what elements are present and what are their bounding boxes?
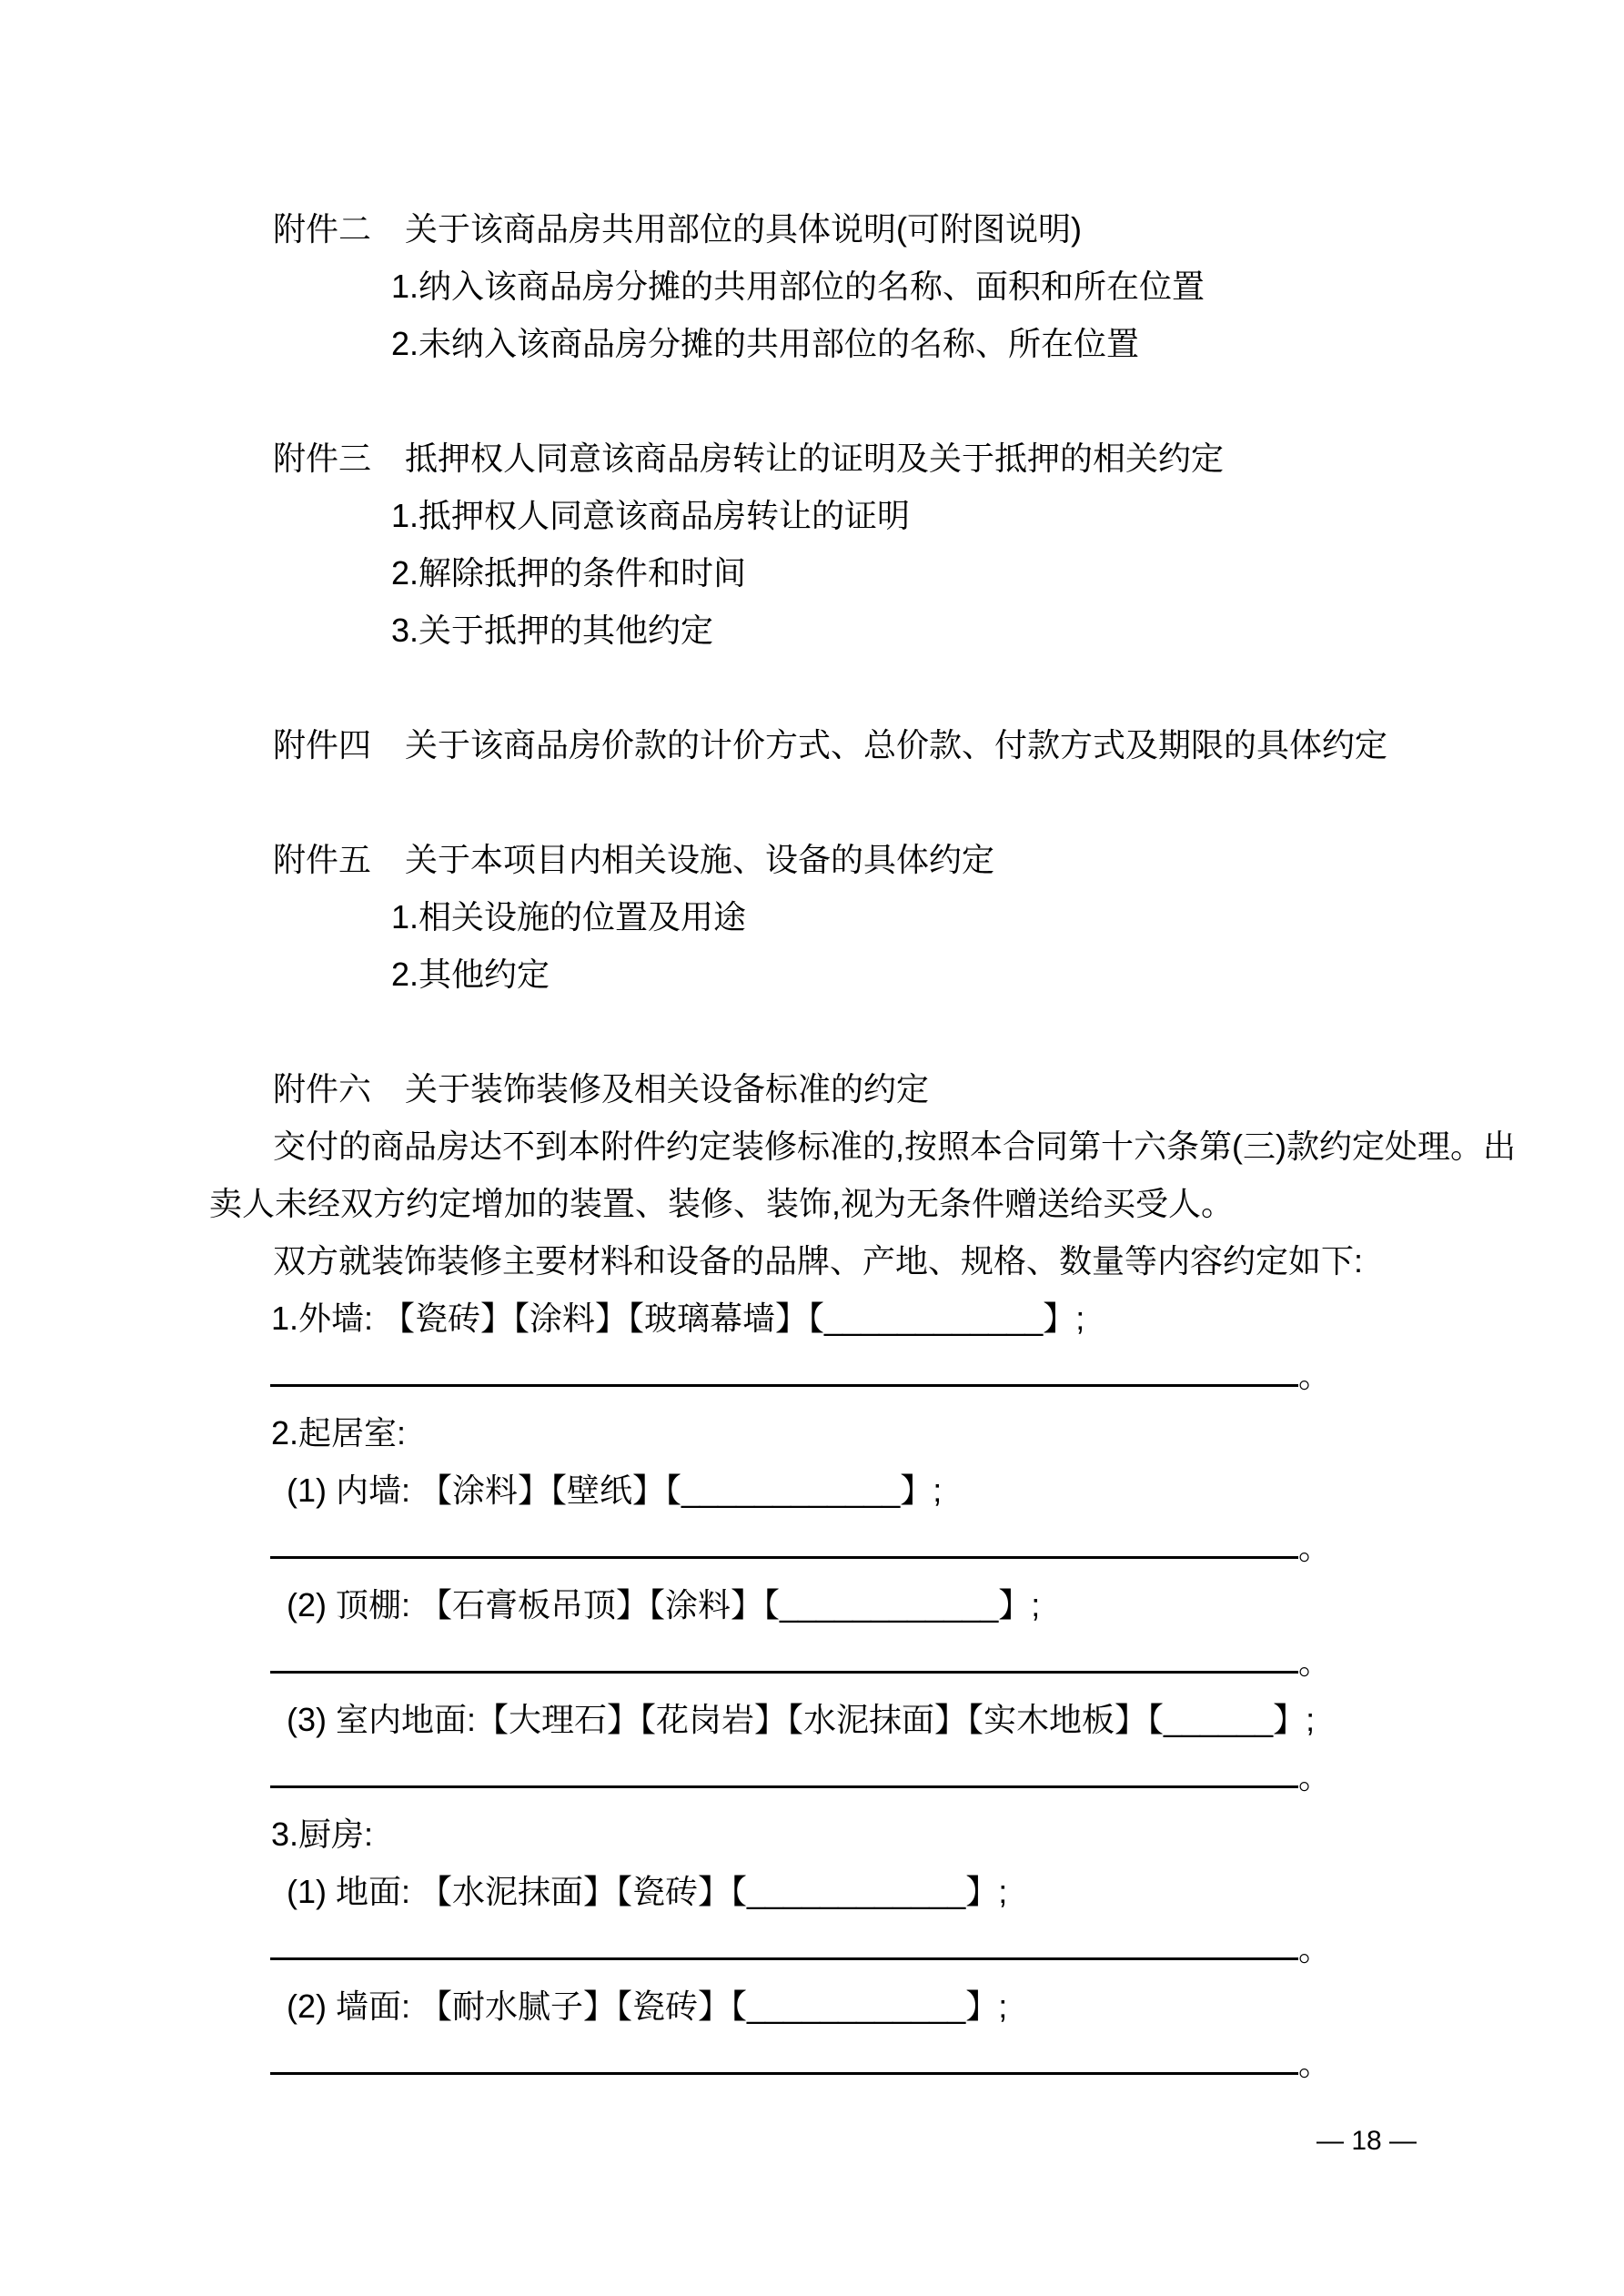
attachment5-label: 附件五 xyxy=(273,841,372,878)
spec-living-room-heading: 2.起居室: xyxy=(271,1414,407,1451)
blank-fill-row xyxy=(0,1519,1624,1576)
attachment2-label: 附件二 xyxy=(273,210,372,248)
attachment5-item-1: 1.相关设施的位置及用途 xyxy=(391,898,747,936)
blank-row xyxy=(0,1003,1624,1060)
spec-exterior-wall: 1.外墙: 【瓷砖】【涂料】【玻璃幕墙】【____________】; xyxy=(271,1300,1085,1337)
attachment2-item-1: 1.纳入该商品房分摊的共用部位的名称、面积和所在位置 xyxy=(391,268,1205,305)
attachment6-heading xyxy=(0,1060,1624,1118)
attachment6-intro-line: 双方就装饰装修主要材料和设备的品牌、产地、规格、数量等内容约定如下: xyxy=(273,1242,1364,1279)
blank-fill-line xyxy=(270,1384,1298,1387)
attachment6-paragraph-line-2: 卖人未经双方约定增加的装置、装修、装饰,视为无条件赠送给买受人。 xyxy=(209,1185,1235,1222)
fill-line-period: 。 xyxy=(1298,1930,1332,1967)
attachment2-item-2: 2.未纳入该商品房分摊的共用部位的名称、所在位置 xyxy=(391,325,1140,362)
attachment3-item-2: 2.解除抵押的条件和时间 xyxy=(391,554,747,592)
blank-fill-row xyxy=(0,1920,1624,1977)
attachment3-label: 附件三 xyxy=(273,440,372,477)
fill-line-period: 。 xyxy=(1298,1357,1332,1394)
blank-fill-line xyxy=(270,1785,1298,1788)
attachment4-heading xyxy=(0,716,1624,774)
spec-living-room-ceiling: (2) 顶棚: 【石膏板吊顶】【涂料】【____________】; xyxy=(287,1586,1041,1623)
attachment6-paragraph-line-1: 交付的商品房达不到本附件约定装修标准的,按照本合同第十六条第(三)款约定处理。出 xyxy=(273,1128,1516,1165)
fill-line-period: 。 xyxy=(1298,1529,1332,1566)
attachment3-item-1: 1.抵押权人同意该商品房转让的证明 xyxy=(391,497,911,534)
attachment2-heading xyxy=(0,200,1624,258)
blank-fill-line xyxy=(270,1957,1298,1960)
spec-living-room-floor: (3) 室内地面:【大理石】【花岗岩】【水泥抹面】【实木地板】【______】; xyxy=(287,1701,1316,1738)
blank-fill-line xyxy=(270,1556,1298,1559)
attachment4-title: 关于该商品房价款的计价方式、总价款、付款方式及期限的具体约定 xyxy=(405,726,1388,764)
blank-fill-row xyxy=(0,1347,1624,1404)
spec-kitchen-wall: (2) 墙面: 【耐水腻子】【瓷砖】【____________】; xyxy=(287,1988,1008,2025)
attachment2-title: 关于该商品房共用部位的具体说明(可附图说明) xyxy=(405,210,1082,248)
blank-row xyxy=(0,659,1624,716)
blank-fill-row xyxy=(0,2035,1624,2092)
attachment6-title: 关于装饰装修及相关设备标准的约定 xyxy=(405,1070,930,1108)
spec-kitchen-floor: (1) 地面: 【水泥抹面】【瓷砖】【____________】; xyxy=(287,1873,1008,1910)
attachment5-item-2: 2.其他约定 xyxy=(391,956,550,993)
fill-line-period: 。 xyxy=(1298,2045,1332,2082)
attachment3-item-3: 3.关于抵押的其他约定 xyxy=(391,612,714,649)
spec-kitchen-heading: 3.厨房: xyxy=(271,1816,374,1853)
attachment4-label: 附件四 xyxy=(273,726,372,764)
blank-fill-row xyxy=(0,1633,1624,1691)
attachment6-label: 附件六 xyxy=(273,1070,372,1108)
blank-fill-line xyxy=(270,2072,1298,2075)
blank-fill-row xyxy=(0,1748,1624,1805)
attachment5-title: 关于本项目内相关设施、设备的具体约定 xyxy=(405,841,995,878)
blank-row xyxy=(0,372,1624,430)
attachment3-heading xyxy=(0,430,1624,487)
blank-fill-line xyxy=(270,1671,1298,1674)
attachment3-title: 抵押权人同意该商品房转让的证明及关于抵押的相关约定 xyxy=(405,440,1225,477)
fill-line-period: 。 xyxy=(1298,1644,1332,1681)
document-content xyxy=(0,200,1624,2092)
page-number: — 18 — xyxy=(1316,2126,1417,2156)
fill-line-period: 。 xyxy=(1298,1758,1332,1795)
blank-row xyxy=(0,774,1624,831)
attachment5-heading xyxy=(0,831,1624,888)
spec-living-room-interior-wall: (1) 内墙: 【涂料】【壁纸】【____________】; xyxy=(287,1472,943,1509)
